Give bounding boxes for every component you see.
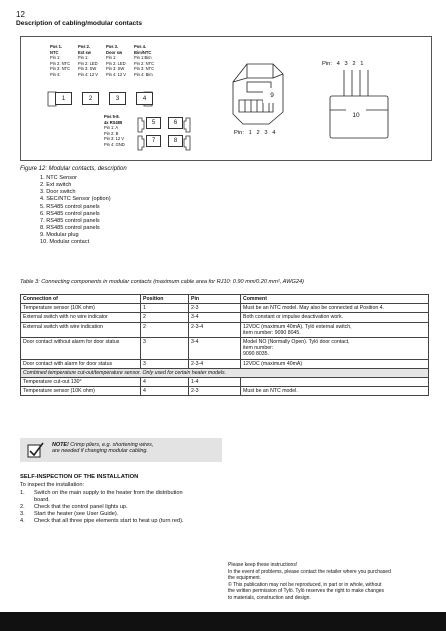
- pin-entry: Pin 4:: [50, 71, 61, 77]
- pin-numbers-right: [322, 61, 363, 67]
- table-cell: 2-3-4: [189, 359, 241, 368]
- pin-entry: Pin 3: NTC: [50, 66, 71, 72]
- connection-table: [20, 294, 429, 396]
- table-cell: Temperature sensor (10K ohm): [21, 304, 141, 313]
- table-row: [21, 359, 429, 368]
- footer-bar: [0, 612, 446, 631]
- pin-entry: Pin 2: NTC: [50, 60, 71, 66]
- legend-item: 4. SEC/NTC Sensor (option): [40, 196, 111, 203]
- pin-number: 3: [344, 61, 348, 67]
- step-number: 2.: [20, 504, 25, 511]
- pin-entry: Pin 3: SW: [106, 66, 125, 72]
- bottom-note-line: to materials, construction and design.: [228, 594, 311, 601]
- bottom-note-line: In the event of problems, please contact the retailer where you purchased: [228, 568, 391, 575]
- pin-entry: Pin 3: 12 V: [104, 136, 125, 142]
- bottom-note-line: the written permission of Tylö. Tylö reserves the right to make changes: [228, 588, 385, 595]
- legend-item: 9. Modular plug: [40, 232, 79, 239]
- pin-entry: Pin 3: SW: [78, 66, 97, 72]
- legend-item: 10. Modular contact: [40, 239, 90, 246]
- table-cell: External switch with no wire indicator: [21, 313, 141, 322]
- legend-item: 1. NTC Sensor: [40, 175, 77, 181]
- pin-number: 1: [360, 61, 364, 67]
- pin-number: 2: [256, 130, 260, 136]
- self-inspection-intro: To inspect the installation:: [20, 482, 85, 488]
- table-row: [21, 338, 429, 360]
- table-cell: 2-3-4: [189, 322, 241, 337]
- pin-number: 4: [336, 61, 340, 67]
- pin-entry: Pin 4: GND: [104, 141, 125, 147]
- note-bold: NOTE!: [52, 442, 69, 448]
- bottom-note-line: the equipment.: [228, 575, 262, 582]
- pin-column-pos4: [134, 44, 154, 78]
- table-cell: Both constant or impulse deactivation work.: [241, 313, 429, 322]
- figure-caption: Figure 12: Modular contacts, description: [20, 166, 127, 172]
- table-header-cell: Pin: [189, 295, 241, 304]
- table-row: [21, 378, 429, 387]
- pin-entry: Pin 1:: [106, 55, 117, 61]
- pin-entry: Pin 2: NTC: [134, 60, 155, 66]
- pin-entry: Pin 4: 12 V: [106, 71, 127, 77]
- figure-legend: [40, 175, 111, 247]
- legend-item: 8. RS485 control panels: [40, 225, 100, 232]
- contact-box-1: 1: [55, 92, 72, 105]
- pin-entry: Pin 1:: [78, 55, 89, 61]
- bottom-note-line: © This publication may not be reproduced, in part or in whole, without: [228, 581, 382, 588]
- legend-item: 7. RS485 control panels: [40, 217, 100, 224]
- table-cell: [241, 378, 429, 387]
- legend-item: 6. RS485 control panels: [40, 210, 100, 217]
- table-header-cell: Comment: [241, 295, 429, 304]
- table-cell: Door contact with alarm for door status: [21, 359, 141, 368]
- page-title: Description of cabling/modular contacts: [16, 20, 143, 27]
- table-cell: Temperature sensor (10K ohm): [21, 387, 141, 396]
- note-text: [52, 442, 153, 455]
- step-number: 3.: [20, 511, 25, 518]
- table-cell: 4: [141, 387, 189, 396]
- pin-header: Door sw: [106, 49, 123, 55]
- self-inspection-step: 2. Check that the control panel lights up.: [20, 504, 128, 511]
- pin-entry: Pin 2: B: [104, 130, 119, 136]
- table-cell: Must be an NTC model.: [241, 387, 429, 396]
- table-cell: 3-4: [189, 313, 241, 322]
- pin-number: 1: [248, 130, 252, 136]
- pin-header: Pos 3.: [106, 44, 119, 49]
- table-header-cell: Connection of: [21, 295, 141, 304]
- modular-contact-drawing: [326, 68, 396, 143]
- pin-column-pos3: [106, 44, 126, 78]
- table-cell: Temperature cut-out 130°: [21, 378, 141, 387]
- pin-header: Pos 5-8.: [104, 114, 120, 119]
- self-inspection-heading: SELF-INSPECTION OF THE INSTALLATION: [20, 474, 139, 480]
- table-cell: 1: [141, 304, 189, 313]
- legend-item: 2. Ext switch: [40, 182, 72, 189]
- legend-item: 5. RS485 control panels: [40, 203, 100, 210]
- table-row: [21, 313, 429, 322]
- table-cell: Model NO (Normally Open). Tylö door contact, item number: 9090 8035.: [241, 338, 429, 360]
- pin-header: NTC: [50, 49, 59, 55]
- pin-column-pos2: [78, 44, 98, 78]
- plug-label-9: 9: [263, 88, 281, 103]
- pin-number: 4: [272, 130, 276, 136]
- pin-header: 4x RS485: [104, 119, 123, 125]
- socket-strip-bottom: [136, 114, 192, 154]
- table-row: [21, 368, 429, 377]
- self-inspection-step: board.: [34, 497, 50, 504]
- table-header-cell: Position: [141, 295, 189, 304]
- table-cell: 12VDC (maximum 40mA): [241, 359, 429, 368]
- pin-entry: Pin 2: LED: [78, 60, 98, 66]
- contact-box-6: 6: [168, 117, 183, 129]
- bottom-note-line: Please keep these instructions!: [228, 562, 298, 568]
- pin-entry: Pin 4: 12 V: [78, 71, 99, 77]
- table-cell: Must be an NTC model. May also be connected at Position 4.: [241, 304, 429, 313]
- checkmark-icon: [27, 442, 45, 458]
- pin-label: Pin:: [234, 130, 244, 136]
- pin-header: Pos 4.: [134, 44, 147, 49]
- pin-column-pos5-8: [104, 114, 125, 148]
- pin-entry: Pin 2: LED: [106, 60, 126, 66]
- pin-number: 3: [264, 130, 268, 136]
- table-cell: 3-4: [189, 338, 241, 360]
- table-cell: 2: [141, 313, 189, 322]
- contact-box-4: 4: [136, 92, 153, 105]
- self-inspection-step: 4. Check that all three pipe elements start to heat up (turn red).: [20, 518, 184, 525]
- self-inspection-step: 3. Start the heater (see User Guide).: [20, 511, 119, 518]
- contact-box-8: 8: [168, 135, 183, 147]
- table-row: [21, 304, 429, 313]
- self-inspection-steps: [20, 490, 184, 525]
- pin-column-pos1: [50, 44, 70, 78]
- contact-box-2: 2: [82, 92, 99, 105]
- table-caption: Table 3: Connecting components in modular contacts (maximum cable area for RJ10: 0.90 mm/0.20 mm², AWG24): [20, 279, 304, 285]
- note-line: are needed if changing modular cabling.: [52, 448, 148, 455]
- pin-entry: Pin 1:Bim: [134, 55, 152, 61]
- table-cell: 2-3: [189, 387, 241, 396]
- pin-entry: Pin 4: Bim: [134, 71, 153, 77]
- pin-numbers-left: [234, 130, 275, 136]
- contact-label-10: 10: [346, 108, 366, 122]
- table-cell: 3: [141, 359, 189, 368]
- pin-number: 2: [352, 61, 356, 67]
- legend-item: 3. Door switch: [40, 189, 76, 196]
- table-cell: Door contact without alarm for door status: [21, 338, 141, 360]
- note-line: Crimp pliers, e.g. shortening wires,: [68, 442, 154, 448]
- pin-entry: Pin 3: NTC: [134, 66, 155, 72]
- pin-header: Pos 1.: [50, 44, 63, 49]
- contact-box-5: 5: [146, 117, 161, 129]
- page-number: 12: [16, 10, 25, 19]
- pin-header: Bim/NTC: [134, 49, 152, 55]
- pin-entry: Pin 1: A: [104, 125, 119, 131]
- pin-label: Pin:: [322, 61, 332, 67]
- contact-box-7: 7: [146, 135, 161, 147]
- pin-header: Ext sw: [78, 49, 91, 55]
- table-cell: 4: [141, 378, 189, 387]
- table-row: [21, 387, 429, 396]
- table-cell: External switch with wire indication: [21, 322, 141, 337]
- table-header-row: [21, 295, 429, 304]
- pin-entry: Pin 1:: [50, 55, 61, 61]
- bottom-note: [228, 562, 433, 602]
- table-cell: 3: [141, 338, 189, 360]
- step-number: 1.: [20, 490, 25, 496]
- pin-header: Pos 2.: [78, 44, 91, 49]
- table-cell: 12VDC (maximum 40mA). Tylö external switch, item number: 9090 8045.: [241, 322, 429, 337]
- table-cell: 1-4: [189, 378, 241, 387]
- table-cell: Combined temperature cut-out/temperature sensor. Only used for certain heater models.: [21, 368, 429, 377]
- table-cell: 2: [141, 322, 189, 337]
- contact-box-3: 3: [109, 92, 126, 105]
- modular-plug-drawing: [225, 52, 295, 132]
- table-cell: 2-3: [189, 304, 241, 313]
- table-row: [21, 322, 429, 337]
- step-number: 4.: [20, 518, 25, 525]
- self-inspection-step: 1. Switch on the main supply to the heater from the distribution: [20, 490, 183, 496]
